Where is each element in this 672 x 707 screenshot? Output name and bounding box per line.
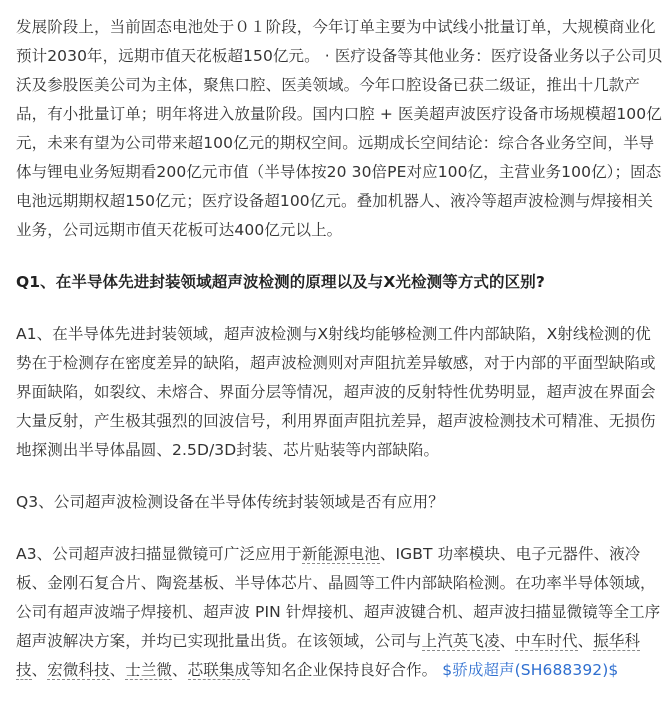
answer-a3-text: 、IGBT 功率模块、电子元器件、液冷板、金刚石复合片、陶瓷基板、半导体芯片、晶圆等工件内部缺陷检测。在功率半导体领域，公司有超声波端子焊接机、超声波 PIN 针焊接机、超声波键合机、超声波扫描显微镜等全工序超声波解决方案，并均已实现批量出货。在该领域，公司与 xyxy=(16,545,661,650)
answer-a3 xyxy=(16,540,664,685)
separator: 、 xyxy=(499,632,516,650)
keyword-link-battery[interactable]: 新能源电池 xyxy=(301,545,380,563)
stock-tag-link[interactable]: $骄成超声(SH688392)$ xyxy=(442,661,619,679)
keyword-link-hongwei[interactable]: 宏微科技 xyxy=(47,661,110,679)
separator: 、 xyxy=(31,661,48,679)
keyword-link-silan[interactable]: 士兰微 xyxy=(125,661,173,679)
keyword-link-xinlian[interactable]: 芯联集成 xyxy=(187,661,251,679)
answer-a1: A1、在半导体先进封装领域，超声波检测与X射线均能够检测工件内部缺陷，X射线检测的优势在于检测存在密度差异的缺陷，超声波检测则对声阻抗差异敏感，对于内部的平面型缺陷或界面缺陷，如裂纹、未熔合、界面分层等情况，超声波的反射特性优势明显，超声波在界面会大量反射，产生极其强烈的回波信号，利用界面声阻抗差异，超声波检测技术可精准、无损伤地探测出半导体晶圆、2.5D/3D封装、芯片贴装等内部缺陷。 xyxy=(16,325,656,459)
question-q1: Q1、在半导体先进封装领域超声波检测的原理以及与X光检测等方式的区别? xyxy=(16,273,545,291)
keyword-link-zhenhua[interactable]: 振华科技 xyxy=(16,632,641,679)
keyword-link-saic-infineon[interactable]: 上汽英飞凌 xyxy=(421,632,500,650)
answer-a3-text: 等知名企业保持良好合作。 xyxy=(250,661,438,679)
question-q3: Q3、公司超声波检测设备在半导体传统封装领域是否有应用？ xyxy=(16,493,444,511)
answer-a3-text: A3、公司超声波扫描显微镜可广泛应用于 xyxy=(16,545,302,563)
separator: 、 xyxy=(577,632,594,650)
separator: 、 xyxy=(109,661,126,679)
keyword-link-crrc-times[interactable]: 中车时代 xyxy=(515,632,578,650)
separator: 、 xyxy=(172,661,188,679)
intro-paragraph: 发展阶段上，当前固态电池处于０１阶段，今年订单主要为中试线小批量订单，大规模商业化预计2030年，远期市值天花板超150亿元。 · 医疗设备等其他业务：医疗设备业务以子公司贝沃及参股医美公司为主体，聚焦口腔、医美领域。今年口腔设备已获二级证，推出十几款产品，有小批量订单；明年将进入放量阶段。国内口腔 + 医美超声波医疗设备市场规模超100亿元，未来有望为公司带来超100亿元的期权空间。远期成长空间结论：综合各业务空间，半导体与锂电业务短期看200亿元市值（半导体按20 30倍PE对应100亿，主营业务100亿）；固态电池远期期权超150亿元；医疗设备超100亿元。叠加机器人、液冷等超声波检测与焊接相关业务，公司远期市值天花板可达400亿元以上。 xyxy=(16,18,663,239)
